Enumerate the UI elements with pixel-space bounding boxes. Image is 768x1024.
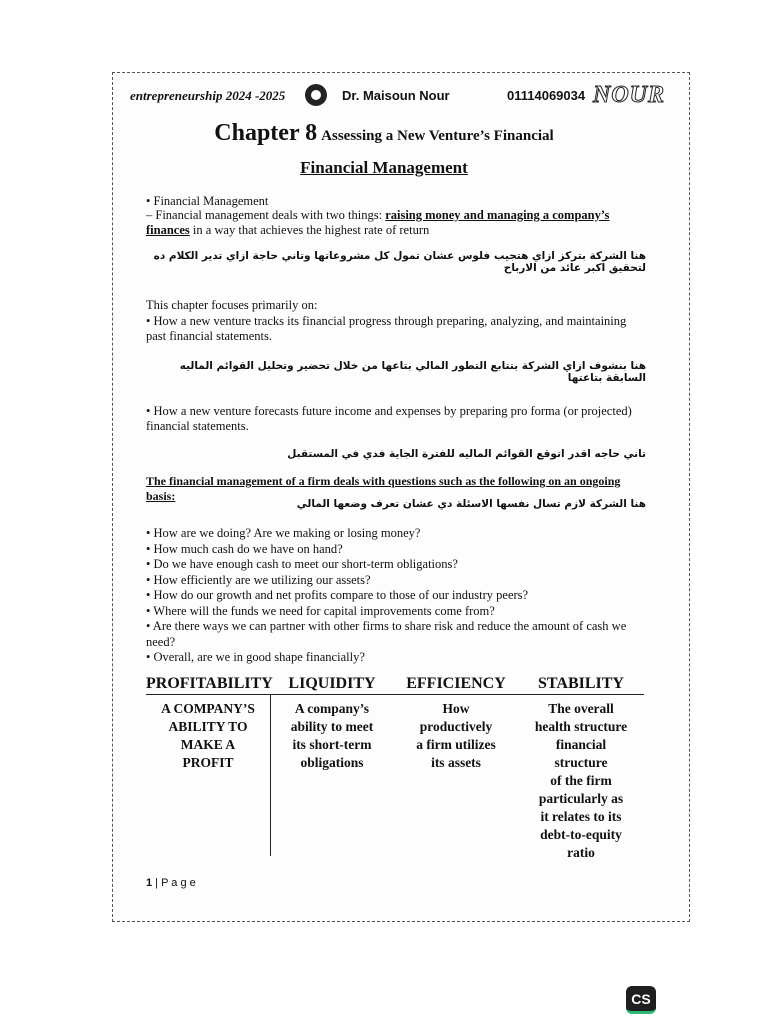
cell-line: health structure — [534, 719, 628, 734]
list-item: • How do our growth and net profits compare to those of our industry peers? — [146, 588, 529, 602]
list-item: • Do we have enough cash to meet our short-term obligations? — [146, 557, 458, 571]
intro-text — [146, 208, 646, 238]
course-name: entrepreneurship 2024 -2025 — [130, 88, 286, 103]
column-body — [518, 700, 644, 862]
cell-line: A company’s — [294, 701, 370, 716]
cell-line: ability to meet — [290, 719, 374, 734]
column-heading: PROFITABILITY — [146, 675, 273, 692]
list-item: • How are we doing? Are we making or losing money? — [146, 526, 421, 540]
list-item: • How efficiently are we utilizing our assets? — [146, 572, 371, 587]
cell-line: productively — [419, 719, 493, 734]
cell-line: The overall — [548, 701, 614, 716]
cell-line: MAKE A — [180, 737, 236, 752]
focus-arabic-note-1: هنا بنشوف ازاي الشركة بتتابع التطور المالي بتاعها من خلال تحضير وتحليل القوائم الماليه السابقة بتاعتها — [179, 360, 646, 384]
list-item: • Overall, are we in good shape financially? — [146, 650, 365, 664]
intro-arabic-note: هنا الشركة بتركز ازاي هتجيب فلوس عشان تمول كل مشروعاتها وتاني حاجة ازاي تدير الكلام ده لتحقيق اكبر عائد من الارباح — [153, 250, 646, 274]
ongoing-heading: The financial management of a firm deals with questions such as the following on an ongoing basis: — [146, 474, 621, 503]
column-body — [394, 700, 518, 772]
cell-line: particularly as — [538, 791, 624, 806]
focus-item-2: • How a new venture forecasts future income and expenses by preparing pro forma (or projected) financial statements. — [146, 404, 632, 433]
cell-line: its assets — [431, 755, 481, 770]
question-list — [146, 526, 646, 666]
focus-arabic-note-2: تاني حاجه اقدر اتوقع القوائم الماليه للفترة الجاية فدي في المستقبل — [287, 448, 646, 460]
column-body — [270, 700, 394, 772]
phone-number: 01114069034 — [507, 88, 586, 103]
cell-line: PROFIT — [182, 755, 234, 770]
chapter-subtitle: Assessing a New Venture’s Financial — [321, 128, 554, 144]
page-label: | P a g e — [152, 877, 196, 889]
nour-logo: NOUR — [593, 82, 666, 108]
cell-line: of the firm — [550, 773, 612, 788]
intro-text-start: – Financial management deals with two things: — [146, 208, 386, 222]
column-profitability — [146, 674, 273, 856]
cell-line: financial — [555, 737, 607, 752]
column-stability — [518, 674, 644, 860]
section-title: Financial Management — [300, 158, 468, 177]
ongoing-arabic-note: هنا الشركة لازم تسال نفسها الاسئلة دي عشان تعرف وضعها المالي — [296, 498, 646, 510]
cell-line: ABILITY TO — [168, 719, 248, 734]
cell-line: ratio — [567, 845, 595, 860]
cell-line: it relates to its — [540, 809, 622, 824]
whatsapp-icon — [305, 84, 327, 106]
intro-bullet: • Financial Management — [146, 194, 269, 208]
list-item: • Are there ways we can partner with other firms to share risk and reduce the amount of cash we need? — [146, 619, 627, 649]
author-name: Dr. Maisoun Nour — [342, 88, 450, 103]
column-efficiency — [394, 674, 518, 856]
page-header — [130, 84, 675, 112]
focus-lead: This chapter focuses primarily on: — [146, 298, 318, 312]
cell-line: How — [442, 701, 470, 716]
chapter-number: Chapter 8 — [214, 120, 318, 146]
cell-line: A COMPANY’S — [161, 701, 255, 716]
list-item: • Where will the funds we need for capital improvements come from? — [146, 603, 495, 618]
cell-line: its short-term — [292, 737, 372, 752]
cell-line: obligations — [300, 755, 364, 770]
page-footer — [146, 877, 196, 889]
chapter-title — [0, 120, 768, 147]
cell-line: structure — [554, 755, 608, 770]
intro-text-emphasis: raising money and managing a company’s finances — [146, 208, 610, 237]
cell-line: a firm utilizes — [416, 737, 496, 752]
intro-text-end: in a way that achieves the highest rate of return — [189, 223, 430, 237]
column-heading: STABILITY — [538, 675, 624, 692]
column-heading: EFFICIENCY — [406, 675, 506, 692]
column-heading: LIQUIDITY — [288, 675, 376, 692]
focus-item-1: • How a new venture tracks its financial progress through preparing, analyzing, and maintaining past financial statements. — [146, 314, 627, 343]
financial-areas-table — [146, 674, 644, 860]
camscanner-badge: CS — [626, 986, 656, 1014]
list-item: • How much cash do we have on hand? — [146, 541, 343, 556]
column-liquidity — [270, 674, 394, 856]
page-number: 1 — [146, 877, 153, 889]
column-body — [146, 700, 270, 772]
cell-line: debt-to-equity — [540, 827, 622, 842]
